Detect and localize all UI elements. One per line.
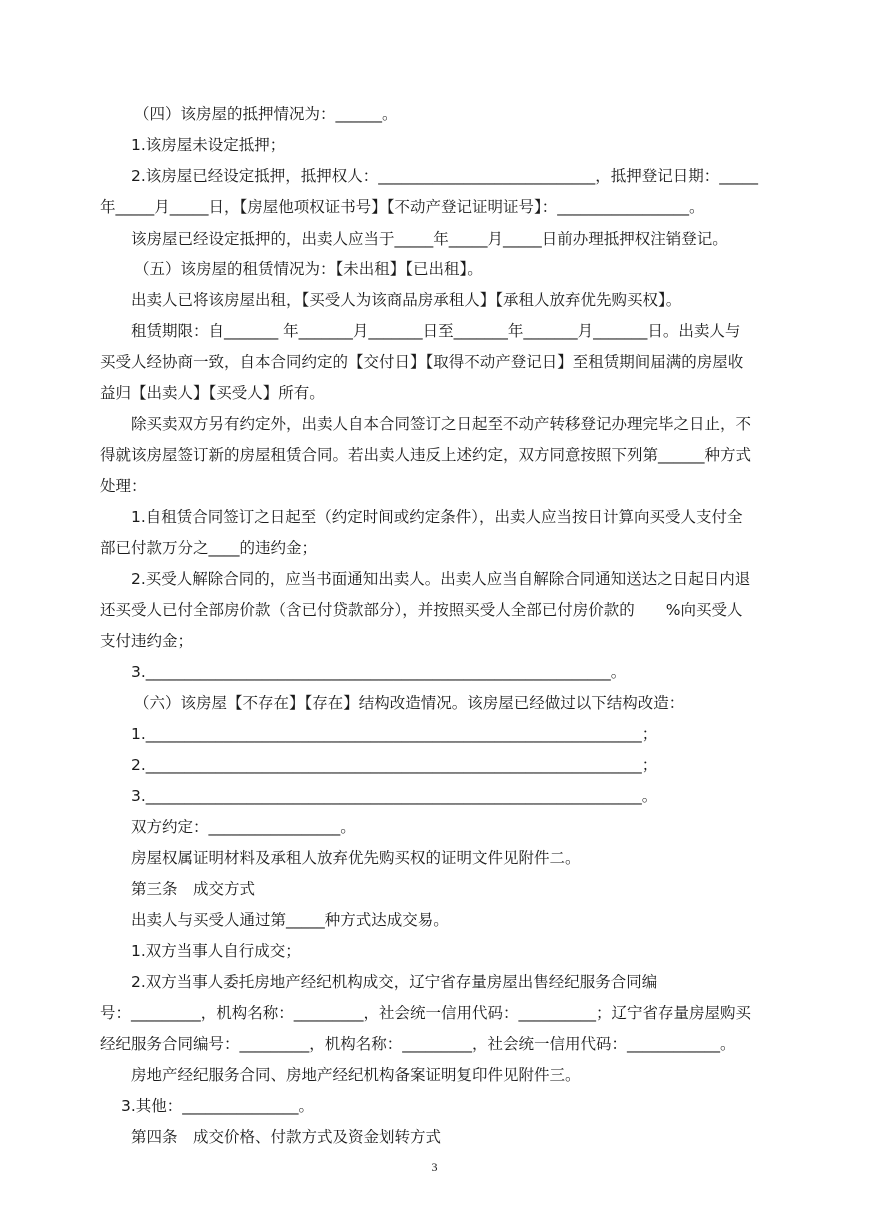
lease-term-cont-2: 益归【出卖人】【买受人】所有。	[100, 384, 325, 402]
transaction-option-2: 2.双方当事人委托房地产经纪机构成交，辽宁省存量房屋出售经纪服务合同编	[131, 973, 658, 991]
transaction-option-1: 1.双方当事人自行成交；	[131, 942, 301, 960]
breach-option-3: 3.____________________________________________________________。	[131, 663, 627, 681]
transaction-option-2-cont-2: 经纪服务合同编号：_________，机构名称：_________，社会统一信用代码：____________。	[100, 1035, 736, 1053]
structure-heading: （六）该房屋【不存在】【存在】结构改造情况。该房屋已经做过以下结构改造：	[134, 694, 685, 712]
lease-restriction-cont-1: 得就该房屋签订新的房屋租赁合同。若出卖人违反上述约定，双方同意按照下列第______种方式	[100, 446, 752, 464]
structure-item-3: 3.________________________________________________________________。	[131, 787, 658, 805]
lease-term-cont-1: 买受人经协商一致，自本合同约定的【交付日】【取得不动产登记日】至租赁期间届满的房屋收	[100, 353, 744, 371]
mortgage-cancellation: 该房屋已经设定抵押的，出卖人应当于_____年_____月_____日前办理抵押权注销登记。	[131, 230, 728, 248]
page-number: 3	[431, 1160, 438, 1174]
breach-option-2-cont-2: 支付违约金；	[100, 632, 194, 650]
structure-item-1: 1.________________________________________________________________；	[131, 725, 658, 743]
lease-restriction-cont-2: 处理：	[100, 477, 147, 495]
lease-status: 出卖人已将该房屋出租，【买受人为该商品房承租人】【承租人放弃优先购买权】。	[131, 291, 682, 309]
transaction-option-3: 3.其他：_______________。	[121, 1097, 315, 1115]
mortgage-option-1: 1.该房屋未设定抵押；	[131, 136, 286, 154]
mortgage-option-2-cont: 年_____月_____日，【房屋他项权证书号】【不动产登记证明证号】：_________________。	[100, 198, 705, 216]
annex-three-note: 房地产经纪服务合同、房地产经纪机构备案证明复印件见附件三。	[131, 1066, 581, 1084]
breach-option-1: 1.自租赁合同签订之日起至（约定时间或约定条件），出卖人应当按日计算向买受人支付全	[131, 508, 743, 526]
structure-item-2: 2.________________________________________________________________；	[131, 756, 658, 774]
breach-option-2-cont-1: 还买受人已付全部房价款（含已付贷款部分），并按照买受人全部已付房价款的 %向买受人	[100, 601, 743, 619]
lease-term: 租赁期限：自_______ 年_______月_______日至_______年_______月_______日。出卖人与	[131, 322, 741, 340]
mutual-agreement: 双方约定：_________________。	[131, 818, 356, 836]
breach-option-2: 2.买受人解除合同的，应当书面通知出卖人。出卖人应当自解除合同通知送达之日起日内退	[131, 570, 751, 588]
breach-option-1-cont: 部已付款万分之____的违约金；	[100, 539, 318, 557]
lease-restriction: 除买卖双方另有约定外，出卖人自本合同签订之日起至不动产转移登记办理完毕之日止，不	[131, 415, 752, 433]
lease-heading: （五）该房屋的租赁情况为：【未出租】【已出租】。	[134, 260, 483, 278]
transaction-method: 出卖人与买受人通过第_____种方式达成交易。	[131, 911, 449, 929]
article-4-heading: 第四条 成交价格、付款方式及资金划转方式	[131, 1128, 442, 1146]
mortgage-option-2: 2.该房屋已经设定抵押，抵押权人：____________________________，抵押登记日期：_____	[131, 167, 759, 185]
mortgage-heading: （四）该房屋的抵押情况为：______。	[134, 105, 398, 123]
annex-two-note: 房屋权属证明材料及承租人放弃优先购买权的证明文件见附件二。	[131, 849, 581, 867]
transaction-option-2-cont-1: 号：_________，机构名称：_________，社会统一信用代码：__________；辽宁省存量房屋购买	[100, 1004, 752, 1022]
article-3-heading: 第三条 成交方式	[131, 880, 256, 898]
